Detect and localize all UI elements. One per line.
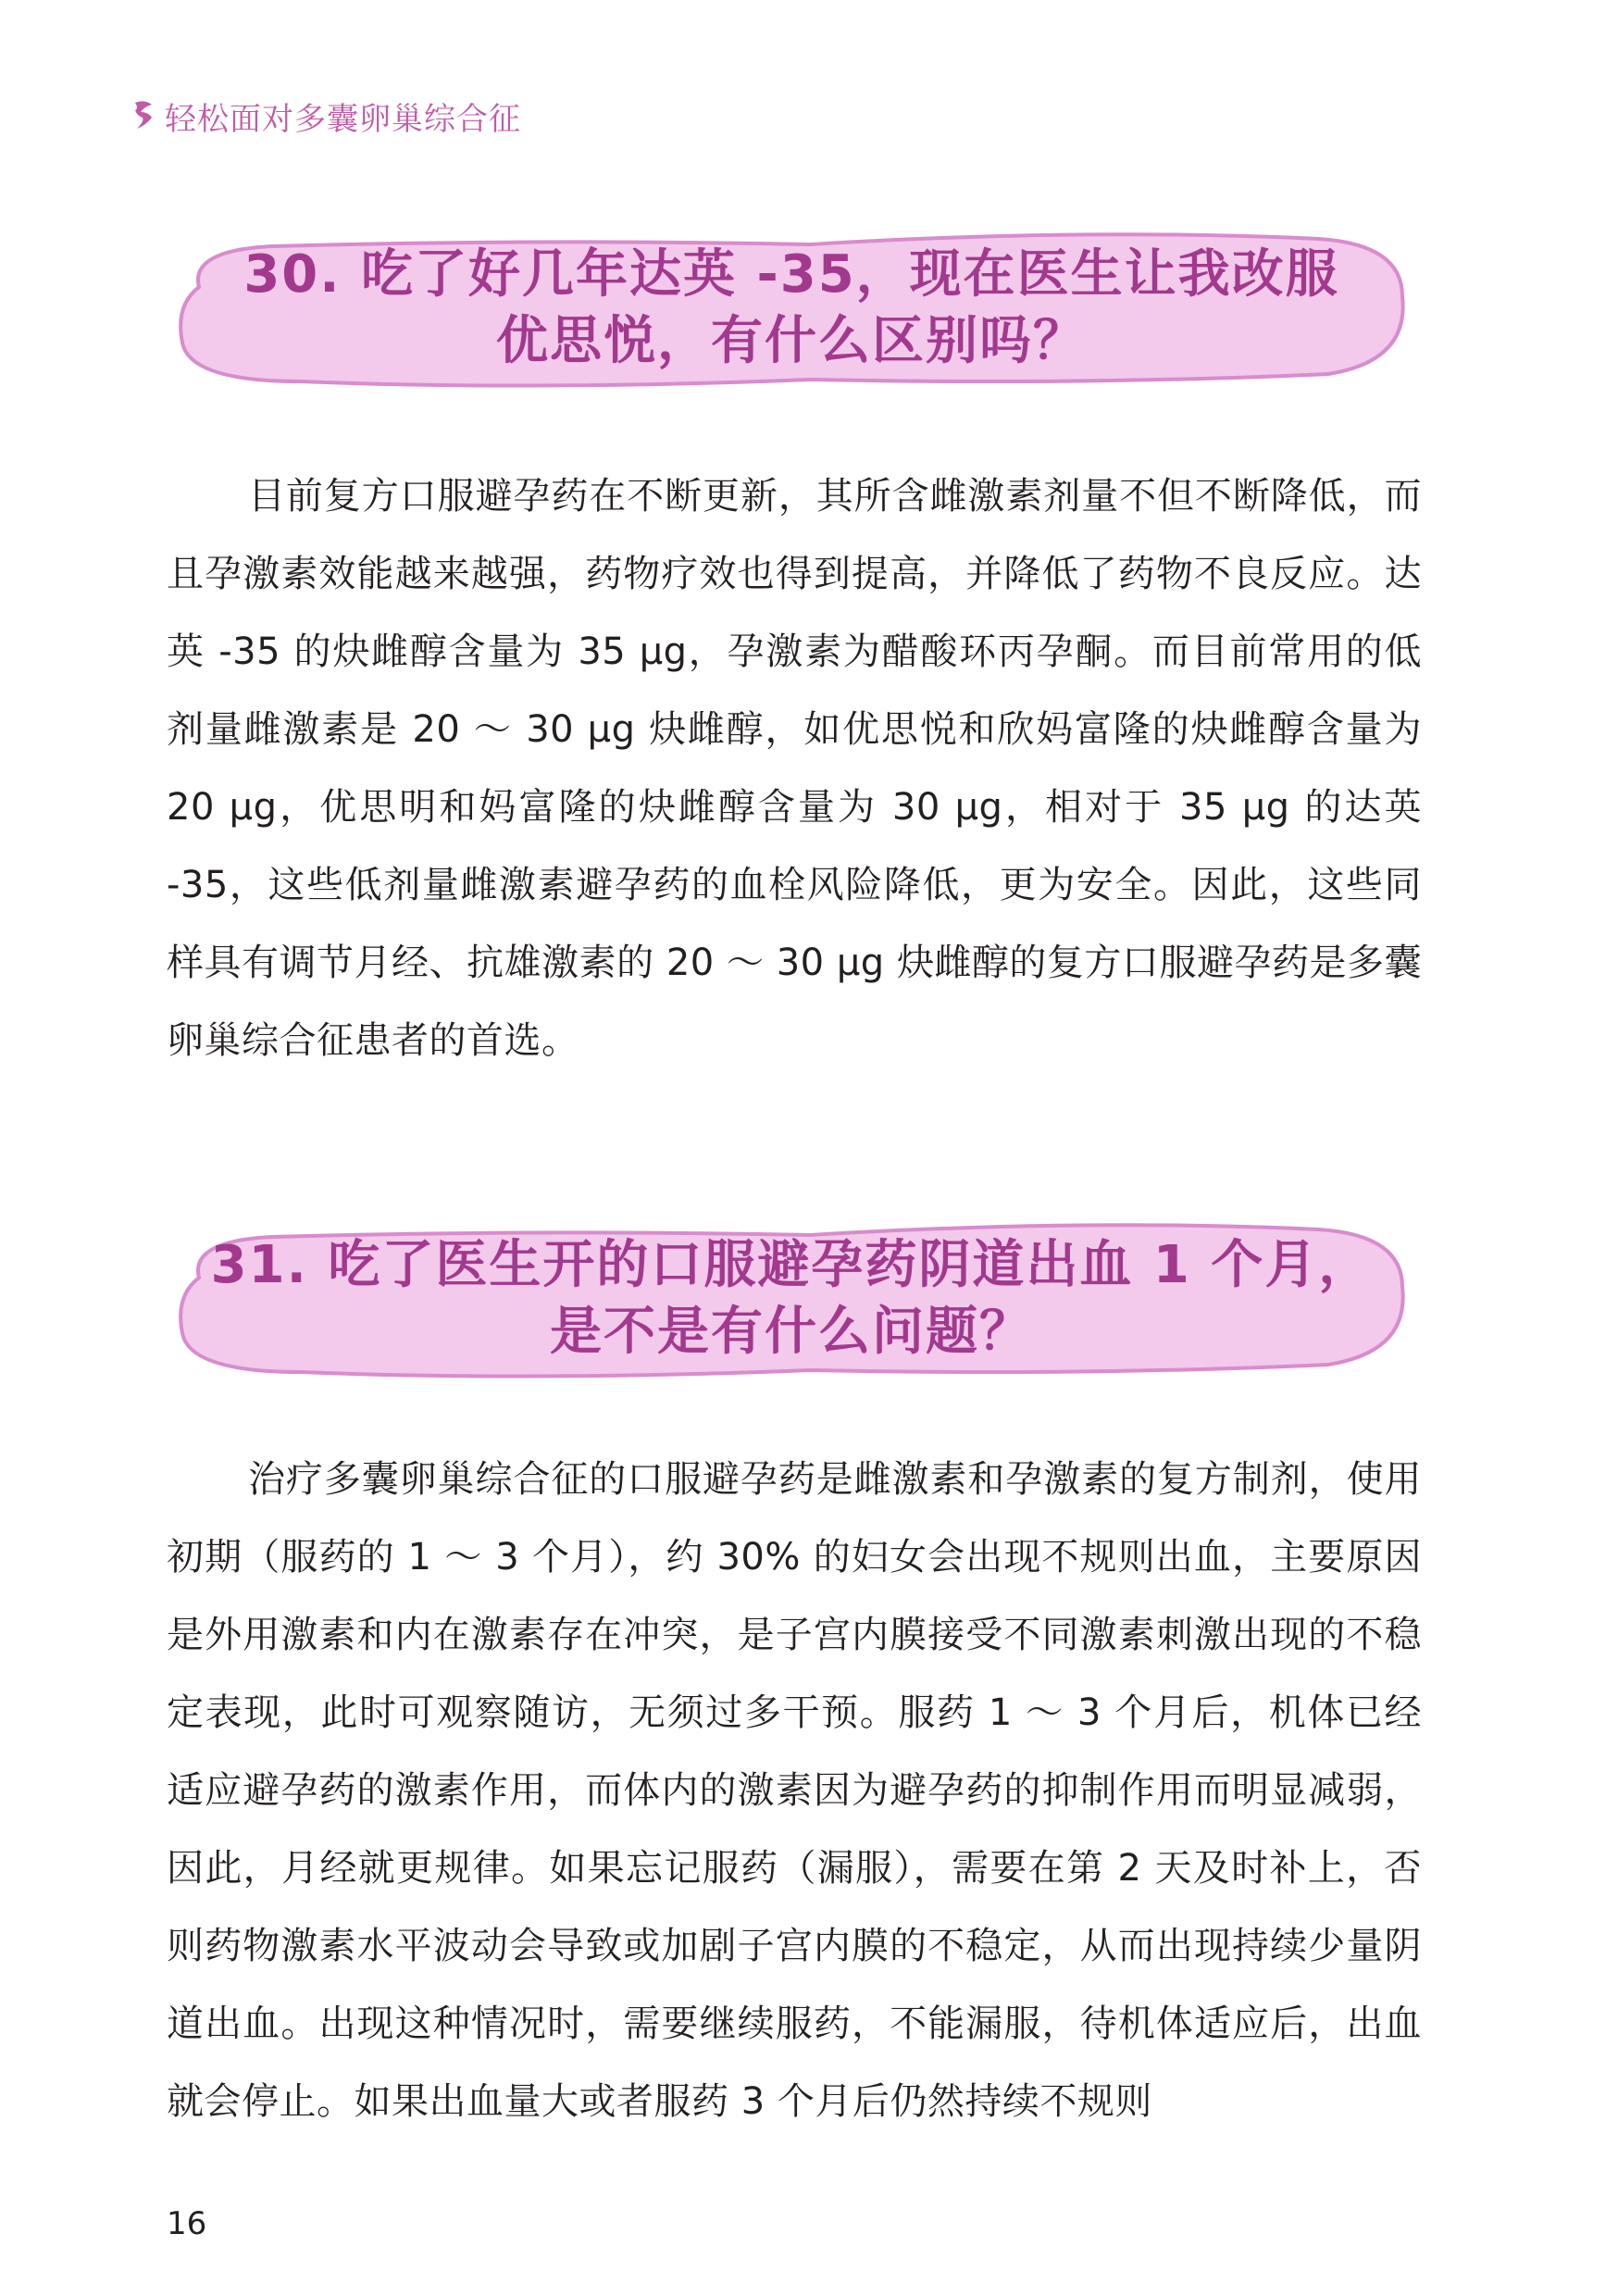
question-line-1: 31. 吃了医生开的口服避孕药阴道出血 1 个月， (210, 1235, 1373, 1295)
question-line-1: 30. 吃了好几年达英 -35，现在医生让我改服 (243, 244, 1339, 305)
answer-paragraph-30: 目前复方口服避孕药在不断更新，其所含雌激素剂量不但不断降低，而且孕激素效能越来越强，药物疗效也得到提高，并降低了药物不良反应。达英 -35 的炔雌醇含量为 35 μg，孕激素为醋酸环丙孕酮。而目前常用的低剂量雌激素是 20 ～ 30 μg 炔雌醇，如优思悦和欣妈富隆的炔雌醇含量为 20 μg，优思明和妈富隆的炔雌醇含量为 30 μg，相对于 35 μg 的达英 -35，这些低剂量雌激素避孕药的血栓风险降低，更为安全。因此，这些同样具有调节月经、抗雄激素的 20 ～ 30 μg 炔雌醇的复方口服避孕药是多囊卵巢综合征患者的首选。 (167, 475, 1422, 1062)
header-title: 轻松面对多囊卵巢综合征 (165, 100, 521, 138)
question-banner-31 (162, 1213, 1421, 1385)
question-title (162, 1213, 1421, 1385)
question-title (162, 222, 1421, 394)
question-banner-30 (162, 222, 1421, 394)
answer-paragraph-31: 治疗多囊卵巢综合征的口服避孕药是雌激素和孕激素的复方制剂，使用初期（服药的 1 ～ 3 个月），约 30% 的妇女会出现不规则出血，主要原因是外用激素和内在激素存在冲突，是子宫内膜接受不同激素刺激出现的不稳定表现，此时可观察随访，无须过多干预。服药 1 ～ 3 个月后，机体已经适应避孕药的激素作用，而体内的激素因为避孕药的抑制作用而明显减弱，因此，月经就更规律。如果忘记服药（漏服），需要在第 2 天及时补上，否则药物激素水平波动会导致或加剧子宫内膜的不稳定，从而出现持续少量阴道出血。出现这种情况时，需要继续服药，不能漏服，待机体适应后，出血就会停止。如果出血量大或者服药 3 个月后仍然持续不规则 (167, 1458, 1422, 2123)
running-header (131, 93, 521, 139)
book-logo-icon (131, 97, 157, 134)
question-line-2: 优思悦，有什么区别吗？ (496, 311, 1087, 371)
question-line-2: 是不是有什么问题？ (550, 1302, 1033, 1362)
page-number: 16 (167, 2205, 207, 2242)
